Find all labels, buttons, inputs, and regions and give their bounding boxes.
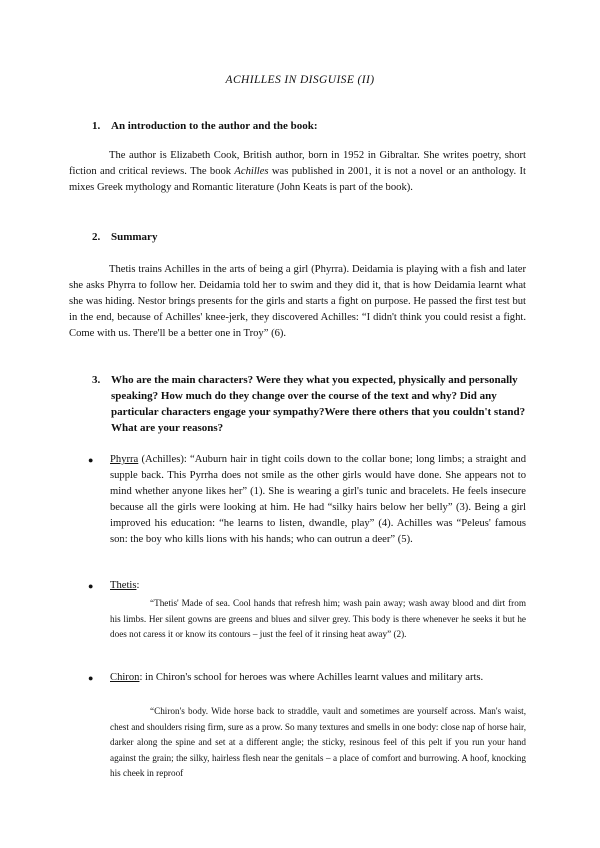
section-3-number: 3. — [92, 374, 101, 386]
chiron-quote: “Chiron's body. Wide horse back to straddle, vault and sometimes are yourself across. Man's waist, chest and shoulders rising firm, sure as a prow. So many textures and smells in one body: close nap of horse hair, darker along the spine and set at a different angle; the sticky, resinous feel of this pelt if you run your hand against the grain; the silky, hairless flesh near the genitals – a place of comfort and burrowing. A hoof, knocking his cheek in reproof — [110, 706, 526, 779]
section-3-title: Who are the main characters? Were they what you expected, physically and personally speaking? How much do they change over the course of the text and why? Did any particular characters engage your sympathy?Were there others that you couldn't stand? What are your reasons? — [111, 374, 526, 434]
character-description: (Achilles): “Auburn hair in tight coils down to the collar bone; long limbs; a straight and supple back. This Pyrrha does not smile as the other girls would have done. She appears not to mind whether anyone likes her” (1). She is wearing a girl's tunic and bracelets. He feels insecure because all the girls were looking at him. He had “silky hairs below her belly” (3). Being a girl improved his education: “he learns to listen, dwandle, play” (4). Achilles was “Peleus' famous son: the boy who kills lions with his hands; who can outrun a deer” (5). — [110, 454, 526, 545]
page-title: ACHILLES IN DISGUISE (II) — [225, 74, 375, 86]
thetis-quote: “Thetis' Made of sea. Cool hands that refresh him; wash pain away; wash away blood and dirt from his limbs. Her silent gowns are greens and blues and silver grey. This body is there whenever he seeks it but he does not caress it or know its contours – just the feel of it rinsing heat away” (2). — [110, 598, 526, 640]
section-1-title: An introduction to the author and the book: — [111, 120, 318, 132]
character-name: Thetis — [110, 580, 137, 591]
character-name: Phyrra — [110, 454, 139, 465]
section-1-number: 1. — [92, 120, 101, 132]
character-thetis: ● Thetis: — [110, 578, 526, 594]
bullet-icon: ● — [88, 673, 94, 683]
section-3-heading — [92, 372, 532, 436]
section-2-title: Summary — [111, 231, 158, 243]
character-phyrra — [88, 452, 526, 548]
character-name: Chiron — [110, 672, 140, 683]
book-title: Achilles — [234, 166, 269, 177]
bullet-icon: ● — [88, 581, 94, 591]
bullet-icon: ● — [88, 455, 94, 465]
section-2-number: 2. — [92, 231, 101, 243]
section-1-paragraph: The author is Elizabeth Cook, British author, born in 1952 in Gibraltar. She writes poetry, short fiction and critical reviews. The book Achilles was published in 2001, it is not a novel or an anthology. It mixes Greek mythology and Romantic literature (John Keats is part of the book). — [69, 150, 526, 193]
character-chiron: ● Chiron: in Chiron's school for heroes was where Achilles learnt values and military arts. — [110, 670, 526, 686]
section-2-paragraph: Thetis trains Achilles in the arts of being a girl (Phyrra). Deidamia is playing with a fish and later she asks Phyrra to follow her. Deidamia told her to swim and they did it, that is how Deidamia learnt what she was hiding. Nestor brings presents for the girls and starts a fight on purpose. He passed the first test but in the end, because of Achilles' knee-jerk, they discovered Achilles: “I didn't think you could resist a fight. Come with us. There'll be a better one in Troy” (6). — [69, 264, 526, 339]
